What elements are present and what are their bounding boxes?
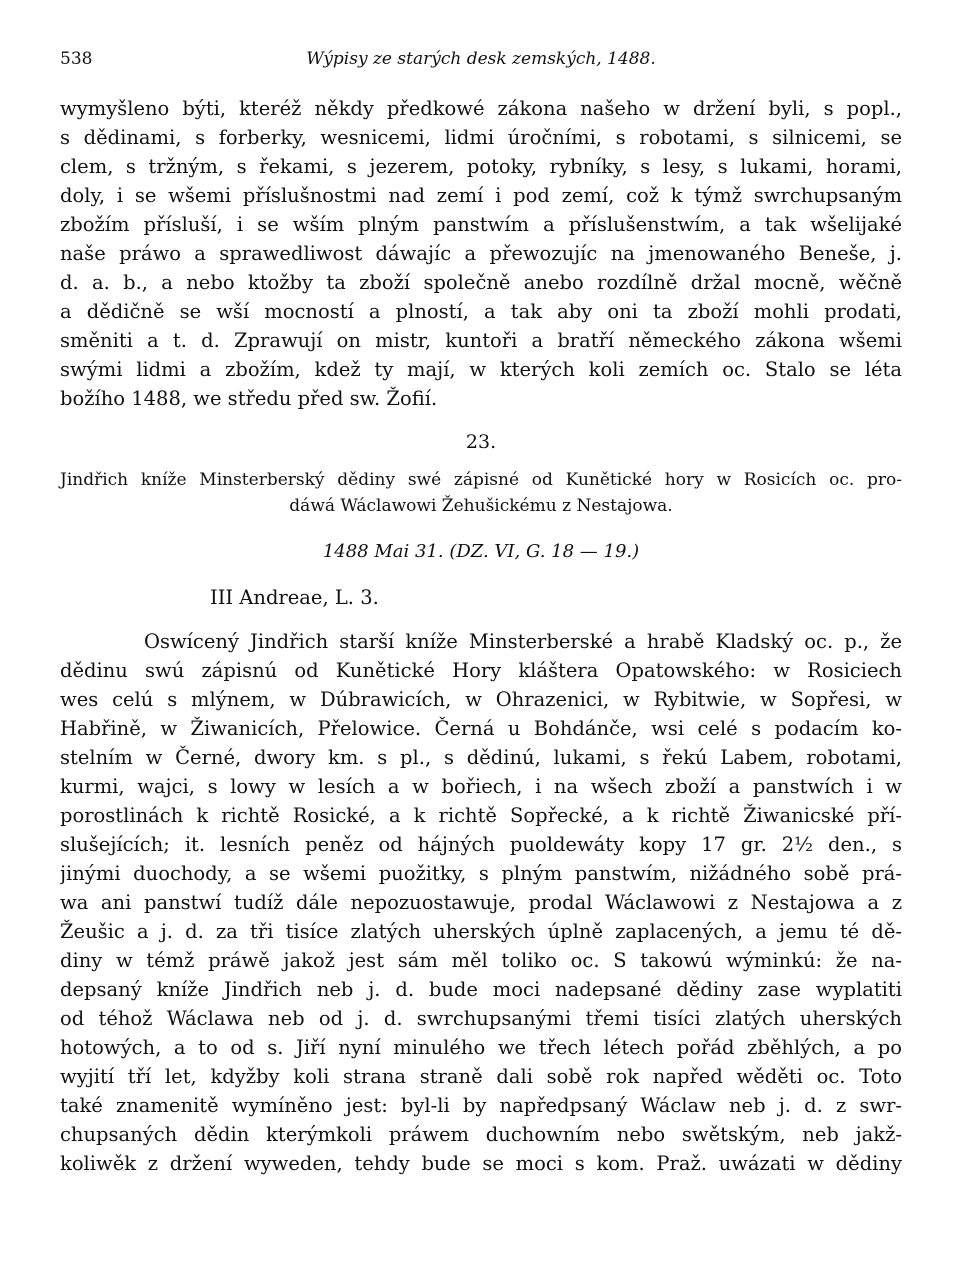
document-number: 23. <box>465 431 497 453</box>
text-line: clem, s tržným, s řekami, s jezerem, potoky, rybníky, s lesy, s lukami, horami, <box>60 155 902 178</box>
running-title: Wýpisy ze starých desk zemských, 1488. <box>306 49 656 69</box>
text-line: Oswícený Jindřich starší kníže Minsterberské a hrabě Kladský oc. p., že <box>144 630 902 653</box>
regest-line: Jindřich kníže Minsterberský dědiny swé zápisné od Kunětické hory w Rosicích oc. pro- <box>60 470 902 490</box>
text-line: slušejících; it. lesních peněz od hájných puoldewáty kopy 17 gr. 2½ den., s <box>60 833 902 856</box>
text-line: také znamenitě wymíněno jest: byl-li by napředpsaný Wáclaw neb j. d. z swr- <box>60 1094 902 1117</box>
text-line: od téhož Wáclawa neb od j. d. swrchupsanými třemi tisíci zlatých uherských <box>60 1007 902 1030</box>
text-line: stelním w Černé, dwory km. s pl., s dědinú, lukami, s řekú Labem, robotami, <box>60 746 902 769</box>
text-line: depsaný kníže Jindřich neb j. d. bude moci nadepsané dědiny zase wyplatiti <box>60 978 902 1001</box>
page-number: 538 <box>60 49 93 69</box>
text-line: hotowých, a to od s. Jiří nyní minulého we třech létech pořád zběhlých, a po <box>60 1036 902 1059</box>
text-line: jinými duochody, a se wšemi puožitky, s plným panstwím, nižádného sobě prá- <box>60 862 902 885</box>
regest-line: dáwá Wáclawowi Žehušickému z Nestajowa. <box>289 496 673 516</box>
source-reference: III Andreae, L. 3. <box>210 586 379 609</box>
text-line: wes celú s mlýnem, w Dúbrawicích, w Ohrazenici, w Rybitwie, w Sopřesi, w <box>60 688 902 711</box>
text-line: chupsaných dědin kterýmkoli práwem duchowním nebo swětským, neb jakž- <box>60 1123 902 1146</box>
continuation-paragraph <box>60 94 902 413</box>
text-line: směniti a t. d. Zprawují on mistr, kuntoři a bratří německého zákona wšemi <box>60 329 902 352</box>
text-line: wyjití tří let, kdyžby koli strana straně dali sobě rok napřed wěděti oc. Toto <box>60 1065 902 1088</box>
text-line: porostlinách k richtě Rosické, a k richtě Sopřecké, a k richtě Žiwanicské pří- <box>60 804 902 827</box>
text-line: dědinu swú zápisnú od Kunětické Hory kláštera Opatowského: w Rosiciech <box>60 659 902 682</box>
document-page <box>60 44 902 1178</box>
text-line: d. a. b., a nebo ktožby ta zboží společně anebo rozdílně držal mocně, wěčně <box>60 271 902 294</box>
text-line: wymyšleno býti, kteréž někdy předkowé zákona našeho w držení byli, s popl., <box>60 97 902 120</box>
date-line: 1488 Mai 31. (DZ. VI, G. 18 — 19.) <box>322 541 640 562</box>
text-line: swými lidmi a zbožím, kdež ty mají, w kterých koli zemích oc. Stalo se léta <box>60 358 902 381</box>
text-line: diny w témž práwě jakož jest sám měl toliko oc. S takowú wýminkú: že na- <box>60 949 902 972</box>
text-line: naše práwo a sprawedliwost dáwajíc a přewozujíc na jmenowaného Beneše, j. <box>60 242 902 265</box>
running-head <box>60 44 902 74</box>
regest <box>60 467 902 519</box>
text-line: koliwěk z držení wyweden, tehdy bude se moci s kom. Praž. uwázati w dědiny <box>60 1152 902 1175</box>
text-line: wa ani panstwí tudíž dále nepozuostawuje, prodal Wáclawowi z Nestajowa a z <box>60 891 902 914</box>
text-line: kurmi, wajci, s lowy w lesích a w bořiech, i na wšech zboží a panstwích i w <box>60 775 902 798</box>
text-line: s dědinami, s forberky, wesnicemi, lidmi úročními, s robotami, s silnicemi, se <box>60 126 902 149</box>
text-line: doly, i se wšemi příslušnostmi nad zemí i pod zemí, což k týmž swrchupsaným <box>60 184 902 207</box>
document-body <box>60 627 902 1178</box>
text-line: zbožím přísluší, i se wším plným panstwím a příslušenstwím, a tak wšelijaké <box>60 213 902 236</box>
text-line: Habřině, w Žiwanicích, Přelowice. Černá u Bohdánče, wsi celé s podacím ko- <box>60 717 902 740</box>
text-line: božího 1488, we středu před sw. Žofií. <box>60 387 438 410</box>
text-line: a dědičně se wší mocností a plností, a tak aby oni ta zboží mohli prodati, <box>60 300 902 323</box>
text-line: Žeušic a j. d. za tři tisíce zlatých uherských úplně zaplacených, a jemu té dě- <box>60 920 902 943</box>
